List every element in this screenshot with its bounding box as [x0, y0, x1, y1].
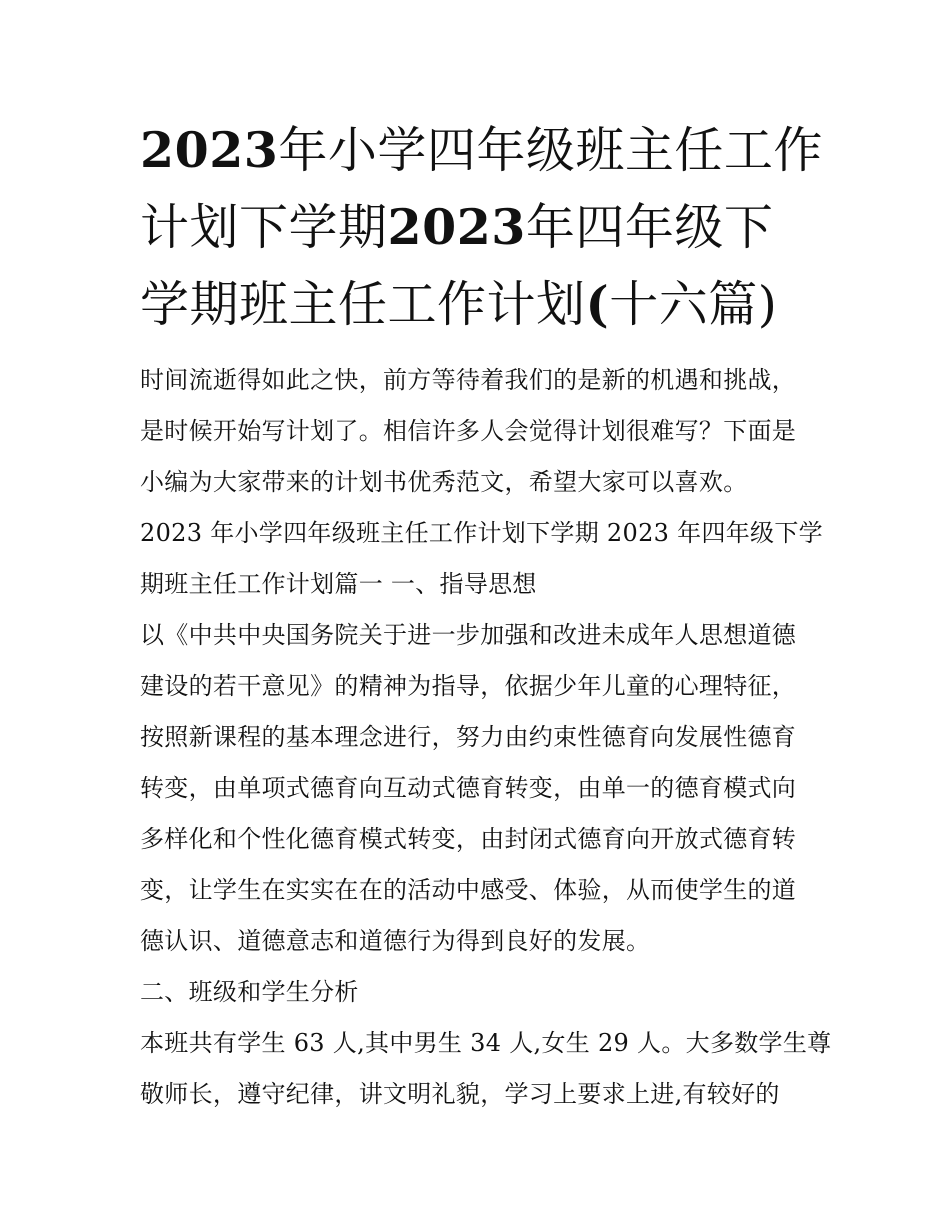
title-text-2: 计划下学期: [140, 199, 388, 256]
body-line: 按照新课程的基本理念进行，努力由约束性德育向发展性德育: [140, 723, 797, 751]
title-line-3: [140, 266, 820, 343]
section-heading: 二、班级和学生分析: [140, 978, 359, 1006]
title-text-5: 十六篇): [609, 276, 778, 333]
title-year-1: 2023: [140, 121, 279, 179]
document-page: [140, 112, 832, 1120]
body-line: 多样化和个性化德育模式转变，由封闭式德育向开放式德育转: [140, 825, 797, 853]
body-line: 时间流逝得如此之快，前方等待着我们的是新的机遇和挑战，: [140, 366, 797, 394]
body-line: 以《中共中央国务院关于进一步加强和改进未成年人思想道德: [140, 621, 797, 649]
body-line: 本班共有学生 63 人,其中男生 34 人,女生 29 人。大多数学生尊: [140, 1029, 832, 1057]
body-line: 小编为大家带来的计划书优秀范文，希望大家可以喜欢。: [140, 468, 748, 496]
document-title: [140, 112, 823, 343]
document-body: [140, 355, 832, 1120]
title-text-3: 年四年级下: [525, 199, 774, 256]
body-line: 变，让学生在实实在在的活动中感受、体验，从而使学生的道: [140, 876, 797, 904]
title-line-2: [140, 189, 820, 266]
title-year-2: 2023: [387, 198, 526, 256]
title-text-4: 学期班主任工作计划: [140, 276, 586, 333]
body-line: 2023 年小学四年级班主任工作计划下学期 2023 年四年级下学: [140, 519, 823, 547]
title-text-1: 年小学四年级班主任工作: [278, 122, 823, 179]
body-line: 德认识、道德意志和道德行为得到良好的发展。: [140, 927, 651, 955]
body-line: 敬师长，遵守纪律，讲文明礼貌，学习上要求上进,有较好的: [140, 1080, 780, 1108]
body-line: 建设的若干意见》的精神为指导，依据少年儿童的心理特征，: [140, 672, 797, 700]
body-line: 转变，由单项式德育向互动式德育转变，由单一的德育模式向: [140, 774, 797, 802]
title-paren-open: (: [585, 275, 610, 333]
body-line: 期班主任工作计划篇一 一、指导思想: [140, 570, 537, 598]
title-line-1: [140, 112, 823, 189]
body-line: 是时候开始写计划了。相信许多人会觉得计划很难写？下面是: [140, 417, 797, 445]
